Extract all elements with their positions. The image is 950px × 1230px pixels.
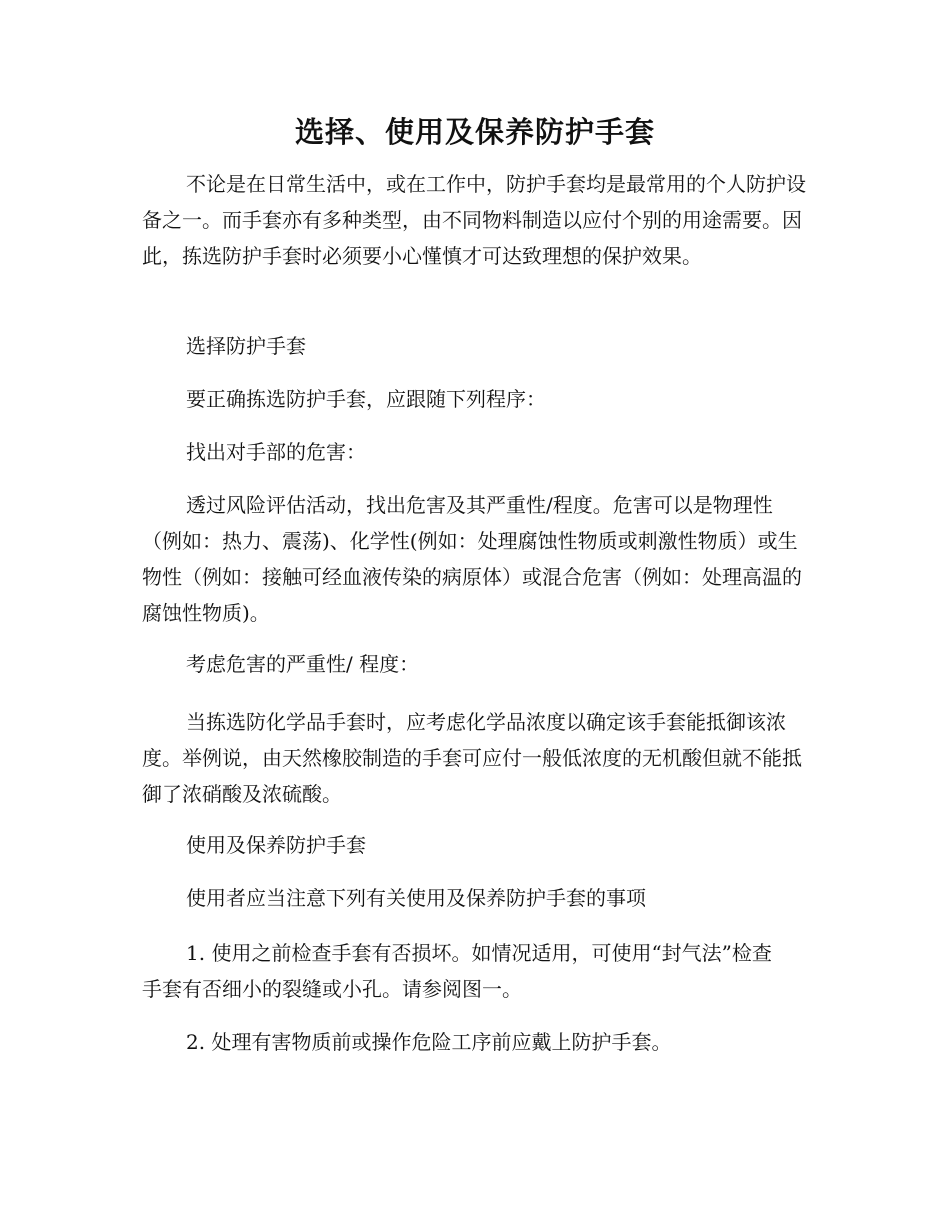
paragraph-user-notes: 使用者应当注意下列有关使用及保养防护手套的事项 bbox=[186, 886, 646, 910]
list-item-1: 1. 使用之前检查手套有否损坏。如情况适用，可使用“封气法”检查手套有否细小的裂缝或小孔。请参阅图一。 bbox=[142, 941, 772, 1001]
heading-hazard-severity: 考虑危害的严重性/ 程度： bbox=[186, 652, 420, 676]
paragraph-selection-procedure: 要正确拣选防护手套，应跟随下列程序： bbox=[186, 387, 546, 411]
heading-identify-hazards: 找出对手部的危害： bbox=[186, 440, 366, 464]
list-item-2: 2. 处理有害物质前或操作危险工序前应戴上防护手套。 bbox=[186, 1030, 672, 1054]
document-title: 选择、使用及保养防护手套 bbox=[294, 115, 655, 149]
paragraph-intro: 不论是在日常生活中，或在工作中，防护手套均是最常用的个人防护设备之一。而手套亦有多种类型，由不同物料制造以应付个别的用途需要。因此，拣选防护手套时必须要小心慬慎才可达致理想的保护效果。 bbox=[142, 172, 806, 268]
paragraph-chemical-gloves: 当拣选防化学品手套时，应考虑化学品浓度以确定该手套能抵御该浓度。举例说，由天然橡胶制造的手套可应付一般低浓度的无机酸但就不能抵御了浓硝酸及浓硫酸。 bbox=[142, 710, 802, 806]
heading-select-gloves: 选择防护手套 bbox=[186, 334, 306, 358]
paragraph-risk-assessment: 透过风险评估活动，找出危害及其严重性/程度。危害可以是物理性（例如：热力、震荡)、化学性(例如：处理腐蚀性物质或刺激性物质）或生物性（例如：接触可经血液传染的病原体）或混合危害（例如：处理高温的腐蚀性物质)。 bbox=[142, 493, 802, 625]
heading-use-and-maintain: 使用及保养防护手套 bbox=[186, 833, 366, 857]
